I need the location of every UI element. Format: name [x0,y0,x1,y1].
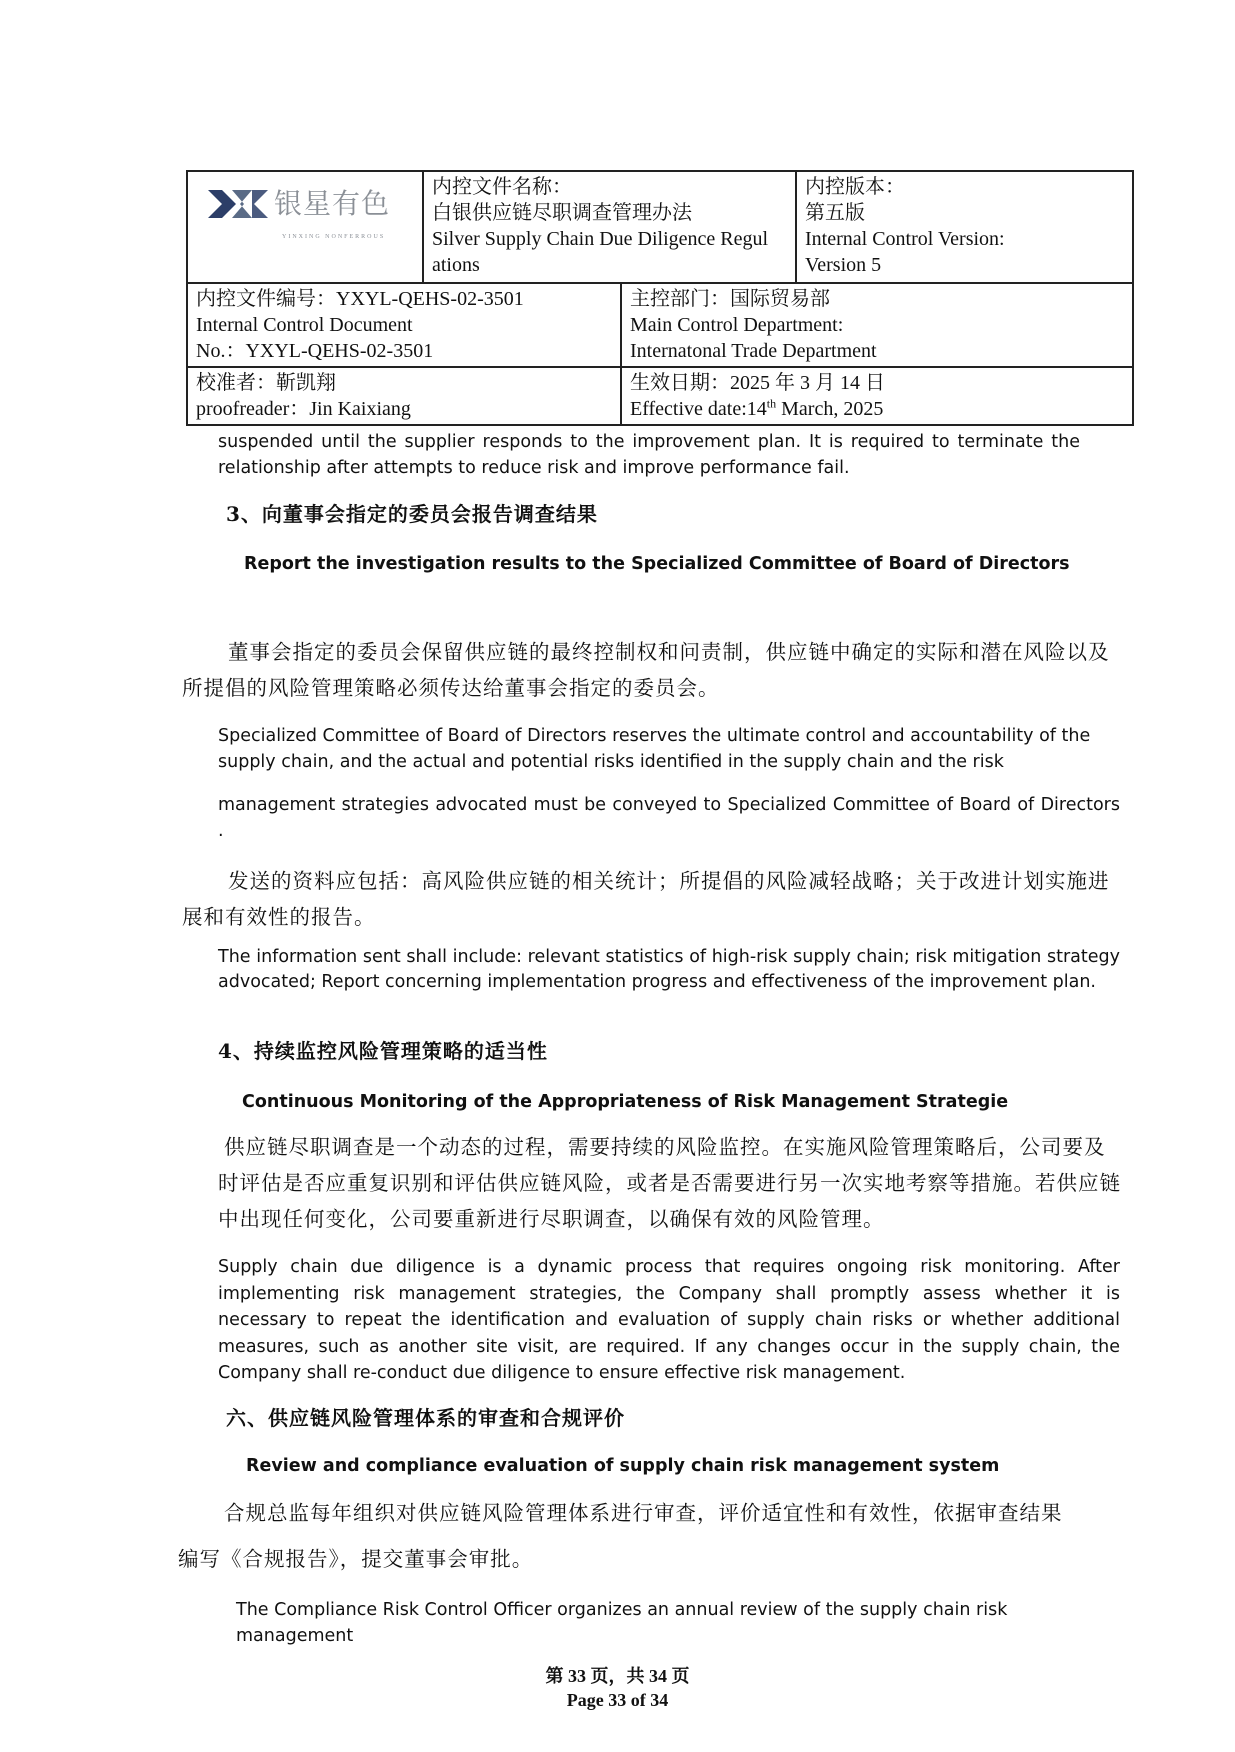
version-cn: 第五版 [805,202,866,224]
doc-number-en-line1: Internal Control Document [196,314,413,336]
section-6-paragraph-1-cn-a: 合规总监每年组织对供应链风险管理体系进行审查，评价适宜性和有效性，依据审查结果 [224,1501,1063,1525]
doc-number-cell [187,283,621,367]
company-logo [196,174,414,224]
page-number-en: Page 33 of 34 [566,1690,669,1710]
section-6-paragraph-1-en: The Compliance Risk Control Officer organizes an annual review of the supply chain risk management [236,1600,1008,1646]
proofreader-cell [187,367,621,425]
doc-name-cell [423,171,796,283]
doc-number-en-line2: No.：YXYL-QEHS-02-3501 [196,340,434,362]
page-number-cn: 第 33 页，共 34 页 [545,1666,690,1686]
document-header-table [186,170,1134,426]
section-3-paragraph-2-en: The information sent shall include: relevant statistics of high-risk supply chain; risk mitigation strategy advocated; Report concerning implementation progress and effectiveness of the improvement plan. [218,947,1120,992]
section-4-paragraph-1-en: Supply chain due diligence is a dynamic process that requires ongoing risk monitoring. After implementing risk management strategies, the Company shall promptly assess whether it is necessary to repeat the identification and evaluation of supply chain risks or whether additional measures, such as another site visit, are required. If any changes occur in the supply chain, the Company shall re-conduct due diligence to ensure effective risk management. [218,1257,1120,1383]
section-6-heading-cn: 六、供应链风险管理体系的审查和合规评价 [226,1406,625,1430]
version-en: Version 5 [805,254,882,276]
section-6-paragraph-1-cn-b: 编写《合规报告》，提交董事会审批。 [178,1547,534,1571]
section-3-heading-en: Report the investigation results to the Specialized Committee of Board of Directors [244,554,1070,574]
department-cell [621,283,1133,367]
doc-name-label: 内控文件名称： [432,176,572,198]
logo-cell [187,171,423,283]
effective-date-en: Effective date:14th March, 2025 [630,396,884,420]
doc-name-en-line1: Silver Supply Chain Due Diligence Regul [432,228,769,250]
section-3-paragraph-2-cn: 发送的资料应包括：高风险供应链的相关统计；所提倡的风险减轻战略；关于改进计划实施进展和有效性的报告。 [182,869,1110,929]
proofreader-en: proofreader：Jin Kaixiang [196,398,411,420]
doc-name-cn: 白银供应链尽职调查管理办法 [432,202,692,224]
section-6-heading-en: Review and compliance evaluation of supply chain risk management system [246,1456,1000,1476]
logo-mark-icon [206,184,270,224]
logo-subtext: YINXING NONFERROUS [282,234,386,240]
logo-text: 银星有色 [274,187,391,220]
section-4-heading-en: Continuous Monitoring of the Appropriateness of Risk Management Strategie [242,1092,1009,1112]
continued-paragraph-en: suspended until the supplier responds to the improvement plan. It is required to terminate the relationship after attempts to reduce risk and improve performance fail. [218,432,1080,478]
effective-date-cn: 生效日期：2025 年 3 月 14 日 [630,372,885,394]
version-en-label: Internal Control Version: [805,228,1005,250]
department-en-label: Main Control Department: [630,314,844,336]
proofreader-cn: 校准者：靳凯翔 [196,372,336,394]
version-cell [796,171,1133,283]
section-3-paragraph-1-en-b: management strategies advocated must be conveyed to Specialized Committee of Board of Directors . [218,795,1120,841]
department-en: Internatonal Trade Department [630,340,877,362]
department-cn: 主控部门：国际贸易部 [630,288,830,310]
section-3-paragraph-1-en-a: Specialized Committee of Board of Directors reserves the ultimate control and accountability of the supply chain, and the actual and potential risks identified in the supply chain and the risk [218,726,1091,772]
doc-number-cn: 内控文件编号：YXYL-QEHS-02-3501 [196,288,524,310]
version-label: 内控版本： [805,176,906,198]
effective-date-cell [621,367,1133,425]
section-4-heading-cn: 4、持续监控风险管理策略的适当性 [218,1039,548,1063]
section-3-heading-cn: 3、向董事会指定的委员会报告调查结果 [226,502,598,526]
section-3-paragraph-1-cn: 董事会指定的委员会保留供应链的最终控制权和问责制，供应链中确定的实际和潜在风险以及所提倡的风险管理策略必须传达给董事会指定的委员会。 [182,640,1110,700]
doc-name-en-line2: ations [432,254,480,276]
section-4-paragraph-1-cn: 供应链尽职调查是一个动态的过程，需要持续的风险监控。在实施风险管理策略后，公司要及时评估是否应重复识别和评估供应链风险，或者是否需要进行另一次实地考察等措施。若供应链中出现任何变化，公司要重新进行尽职调查，以确保有效的风险管理。 [218,1135,1121,1231]
